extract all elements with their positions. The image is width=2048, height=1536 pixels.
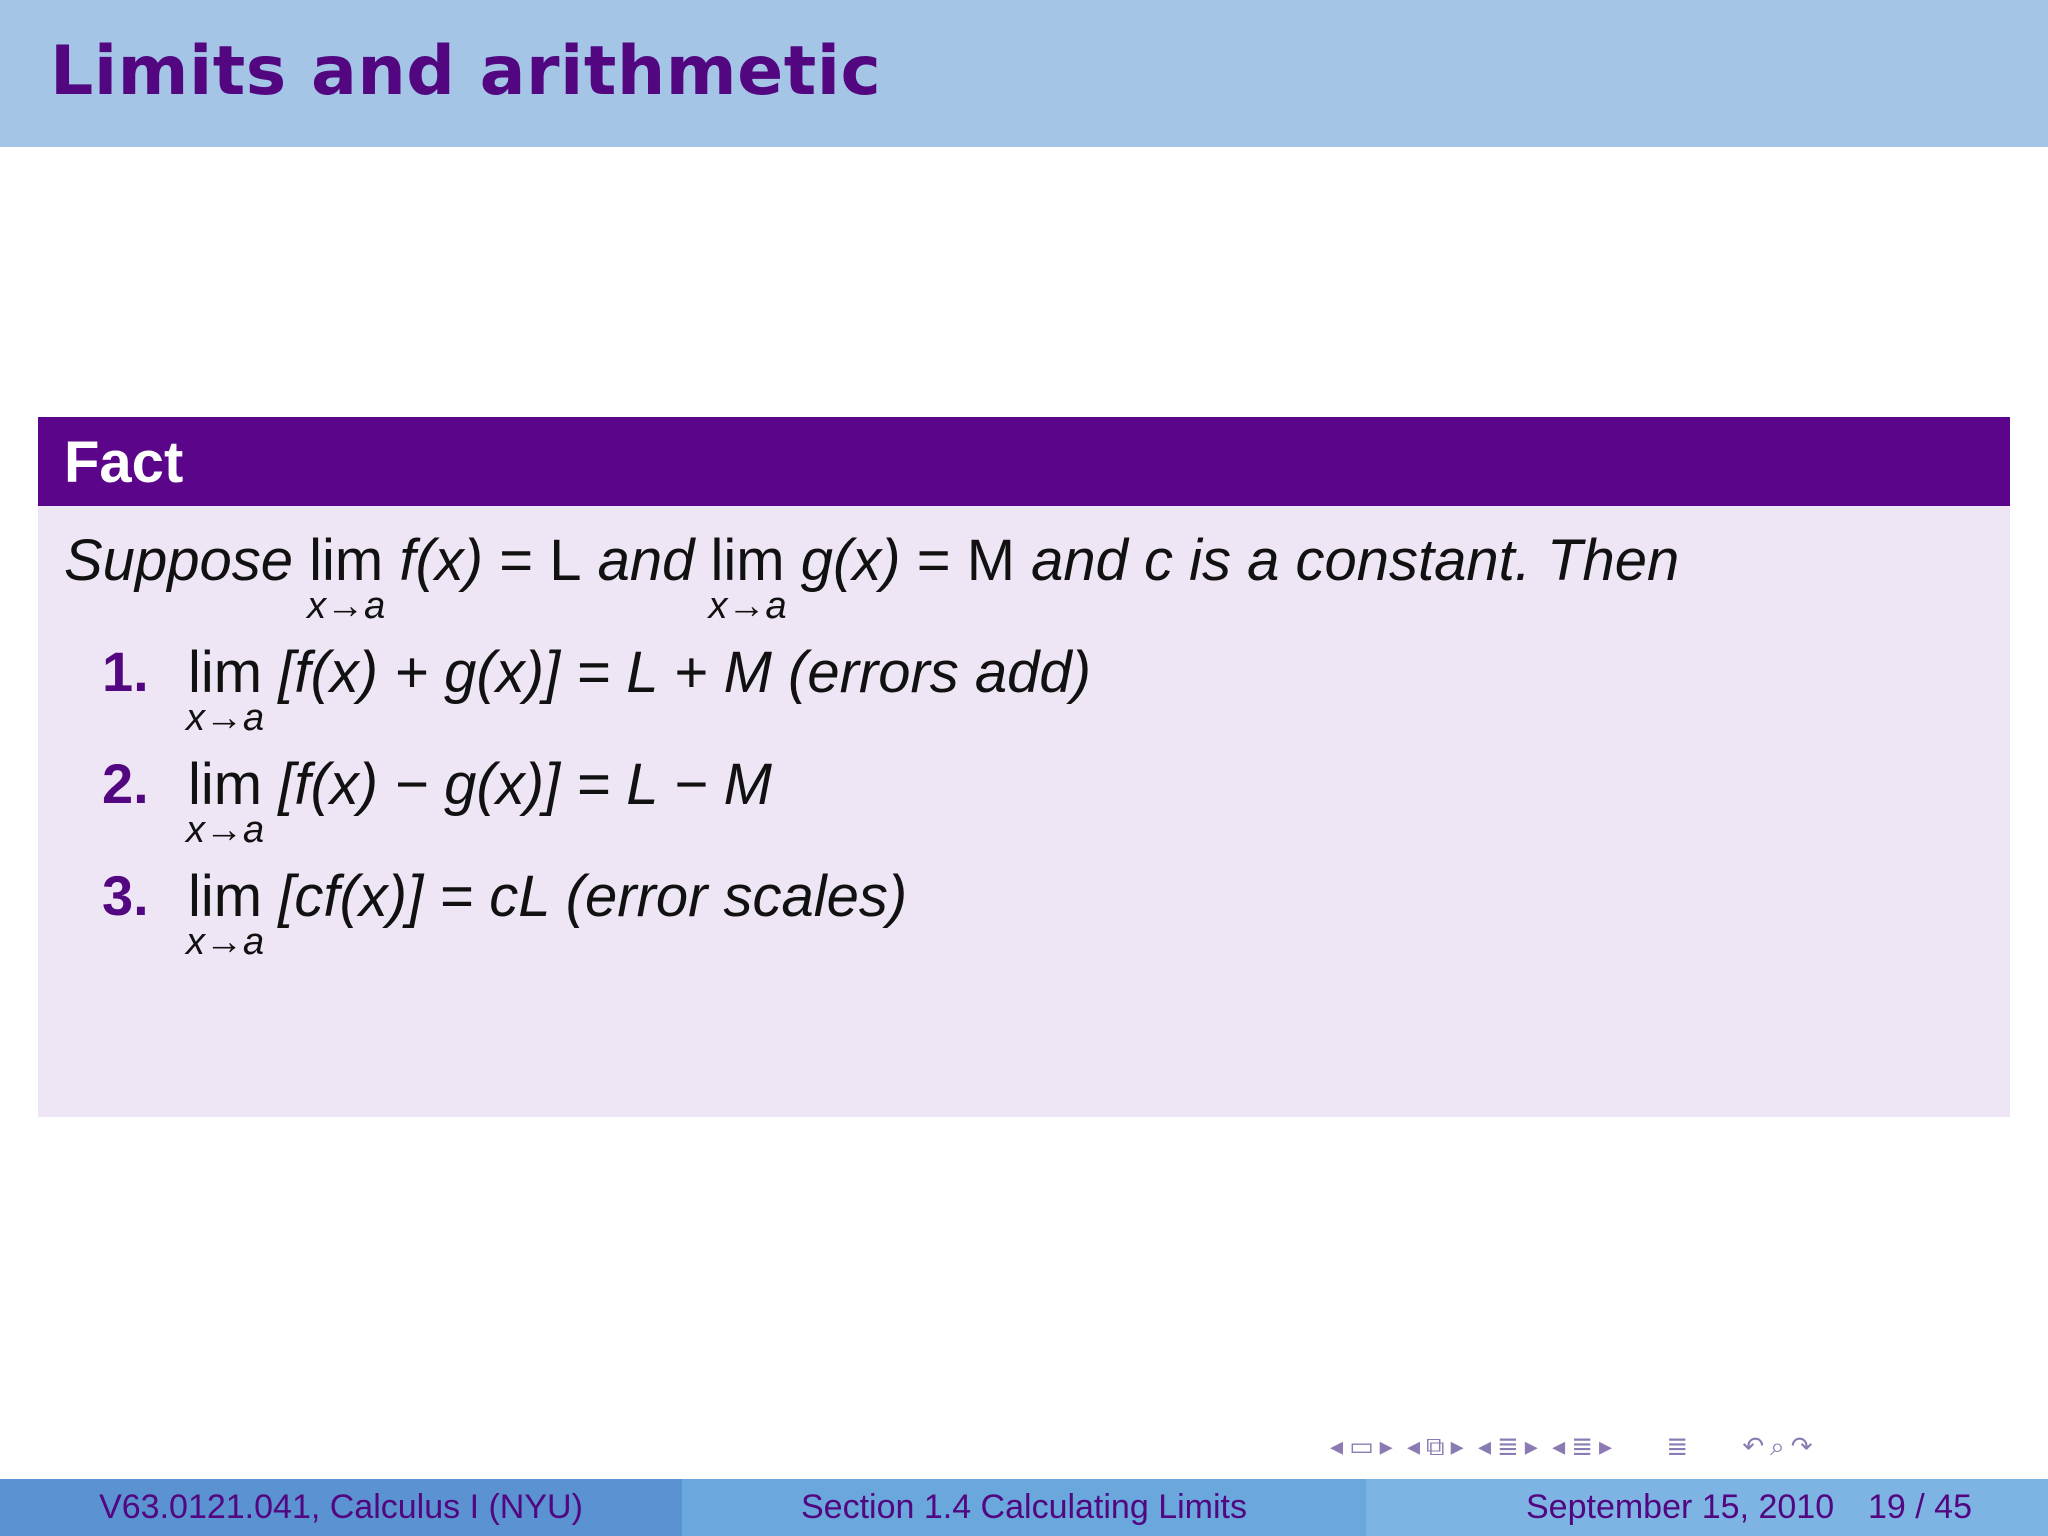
nav-prev-icon[interactable]: ◂: [1330, 1432, 1344, 1462]
item-expression: lim x→a [cf(x)] = cL (error scales): [185, 864, 908, 963]
subsection-icon[interactable]: ≣: [1571, 1432, 1593, 1462]
fact-statement: [64, 527, 1680, 627]
statement-eq-m: = M: [916, 528, 1016, 593]
nav-next-icon[interactable]: ▸: [1450, 1432, 1464, 1462]
item-expression: lim x→a [f(x) − g(x)] = L − M: [185, 752, 772, 851]
beamer-navigation: [1330, 1432, 1819, 1464]
limit-subscript: x→a: [307, 585, 386, 627]
statement-suppose: Suppose: [64, 528, 293, 593]
nav-next-icon[interactable]: ▸: [1379, 1432, 1393, 1462]
item-expression: lim x→a [f(x) + g(x)] = L + M (errors add): [185, 640, 1092, 739]
nav-next-icon[interactable]: ▸: [1524, 1432, 1538, 1462]
statement-eq-l: = L: [499, 528, 582, 593]
list-item: [38, 863, 1938, 963]
item-number: 3.: [102, 864, 149, 927]
statement-tail: and c is a constant. Then: [1031, 528, 1680, 593]
list-item: [38, 751, 1938, 851]
footer-right: [1366, 1479, 2048, 1536]
item-note: (error scales): [565, 864, 908, 929]
nav-prev-icon[interactable]: ◂: [1477, 1432, 1491, 1462]
item-number: 1.: [102, 640, 149, 703]
item-formula: [f(x) − g(x)] = L − M: [278, 752, 772, 817]
statement-f: f(x): [399, 528, 484, 593]
fact-title: Fact: [64, 430, 184, 495]
undo-icon[interactable]: ↶: [1742, 1432, 1765, 1462]
limit-subscript: x→a: [708, 585, 787, 627]
item-formula: [cf(x)] = cL: [278, 864, 550, 929]
page-number: 19 / 45: [1868, 1488, 1972, 1526]
statement-g: g(x): [800, 528, 901, 593]
footer-course: V63.0121.041, Calculus I (NYU): [0, 1479, 682, 1536]
footer-section: Section 1.4 Calculating Limits: [682, 1479, 1366, 1536]
frame-icon[interactable]: ▭: [1349, 1432, 1374, 1462]
nav-prev-icon[interactable]: ◂: [1406, 1432, 1421, 1462]
fact-block: [38, 417, 2010, 1117]
nav-next-icon[interactable]: ▸: [1598, 1432, 1613, 1462]
search-icon[interactable]: ⌕: [1770, 1432, 1785, 1462]
redo-icon[interactable]: ↷: [1790, 1432, 1813, 1462]
limit-subscript: x→a: [185, 809, 265, 851]
limit-operator: lim x→a: [307, 528, 386, 627]
item-number: 2.: [102, 752, 149, 815]
frames-icon[interactable]: ⧉: [1426, 1432, 1445, 1462]
limit-subscript: x→a: [185, 697, 265, 739]
slide-title: Limits and arithmetic: [50, 32, 882, 111]
section-icon[interactable]: ≣: [1497, 1432, 1519, 1462]
limit-subscript: x→a: [185, 921, 265, 963]
nav-prev-icon[interactable]: ◂: [1552, 1432, 1566, 1462]
fact-header: [38, 417, 2010, 506]
item-note: (errors add): [788, 640, 1092, 705]
list-item: [38, 639, 1938, 739]
title-bar: [0, 0, 2048, 147]
statement-and: and: [597, 528, 695, 593]
footer: [0, 1479, 2048, 1536]
menu-icon[interactable]: ≣: [1666, 1432, 1689, 1462]
item-formula: [f(x) + g(x)] = L + M: [278, 640, 772, 705]
footer-date: September 15, 2010: [1526, 1488, 1835, 1526]
limit-operator: lim x→a: [708, 528, 787, 627]
